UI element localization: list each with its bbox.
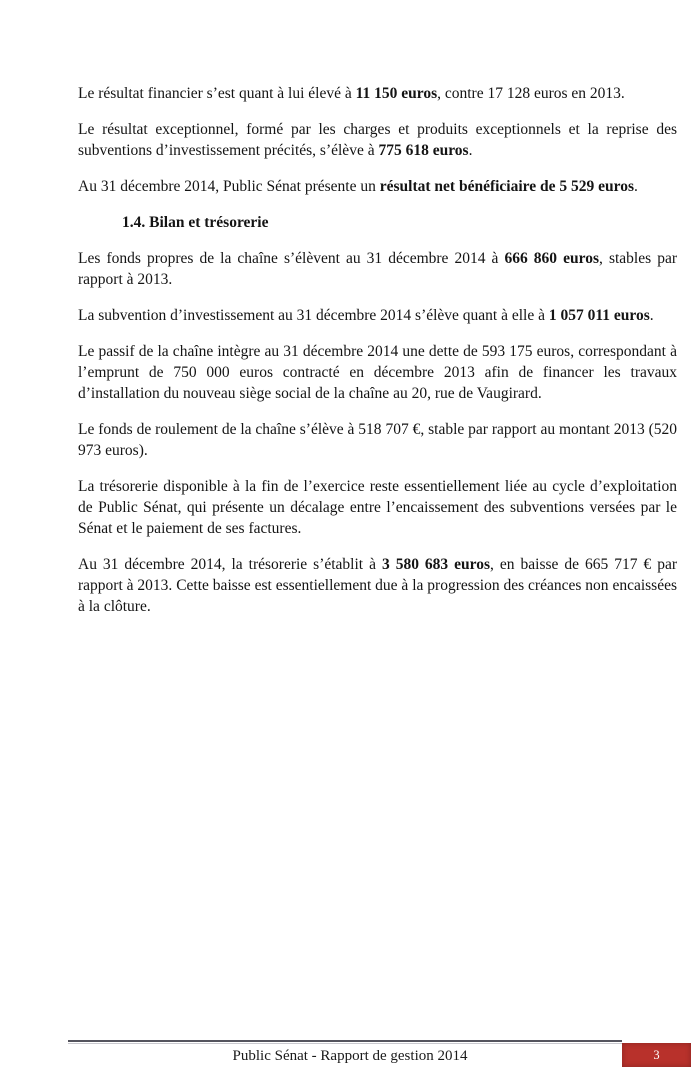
text-run: La subvention d’investissement au 31 décembre 2014 s’élève quant à elle à (78, 307, 549, 324)
text-run: Le résultat financier s’est quant à lui élevé à (78, 85, 356, 102)
text-run: Le passif de la chaîne intègre au 31 décembre 2014 une dette de 593 175 euros, correspondant à l’emprunt de 750 000 euros contracté en décembre 2013 afin de financer les travaux d’installation du nouveau siège social de la chaîne au 20, rue de Vaugirard. (78, 343, 677, 402)
paragraph (78, 554, 677, 617)
paragraph (78, 83, 677, 104)
footer-title: Public Sénat - Rapport de gestion 2014 (232, 1048, 468, 1064)
bold-text: résultat net bénéficiaire de 5 529 euros (379, 178, 635, 195)
text-run: . (468, 142, 473, 159)
footer-rule (68, 1040, 622, 1042)
bold-text: 3 580 683 euros (381, 556, 491, 573)
paragraph (78, 341, 677, 404)
text-run: , en baisse de 665 717 € par rapport à 2013. Cette baisse est essentiellement due à la progression des créances non encaissées à la clôture. (78, 556, 677, 615)
footer-rule-shadow (68, 1043, 622, 1044)
text-run: Le fonds de roulement de la chaîne s’élève à 518 707 €, stable par rapport au montant 2013 (520 973 euros). (78, 421, 677, 459)
paragraph (78, 305, 677, 326)
text-run: Au 31 décembre 2014, Public Sénat présente un (78, 178, 380, 195)
bold-text: 666 860 euros (504, 250, 600, 267)
text-run: Les fonds propres de la chaîne s’élèvent au 31 décembre 2014 à (78, 250, 505, 267)
section-heading (78, 212, 677, 233)
text-run: La trésorerie disponible à la fin de l’exercice reste essentiellement liée au cycle d’exploitation de Public Sénat, qui présente un décalage entre l’encaissement des subventions versées par le Sénat et le paiement de ses factures. (78, 478, 677, 537)
page-number-badge: 3 (622, 1043, 691, 1067)
document-body (78, 83, 677, 632)
bold-text: 775 618 euros (378, 142, 469, 159)
paragraph (78, 176, 677, 197)
paragraph (78, 248, 677, 290)
paragraph (78, 476, 677, 539)
text-run: , stables par rapport à 2013. (78, 250, 677, 288)
text-run: , contre 17 128 euros en 2013. (437, 85, 625, 102)
paragraph (78, 119, 677, 161)
text-run: Au 31 décembre 2014, la trésorerie s’établit à (78, 556, 382, 573)
paragraph (78, 419, 677, 461)
text-run: Le résultat exceptionnel, formé par les charges et produits exceptionnels et la reprise des subventions d’investissement précités, s’élève à (78, 121, 677, 159)
bold-text: 1 057 011 euros (548, 307, 650, 324)
bold-text: 1.4. Bilan et trésorerie (122, 214, 269, 231)
text-run: . (634, 178, 638, 195)
bold-text: 11 150 euros (355, 85, 438, 102)
text-run: . (649, 307, 654, 324)
